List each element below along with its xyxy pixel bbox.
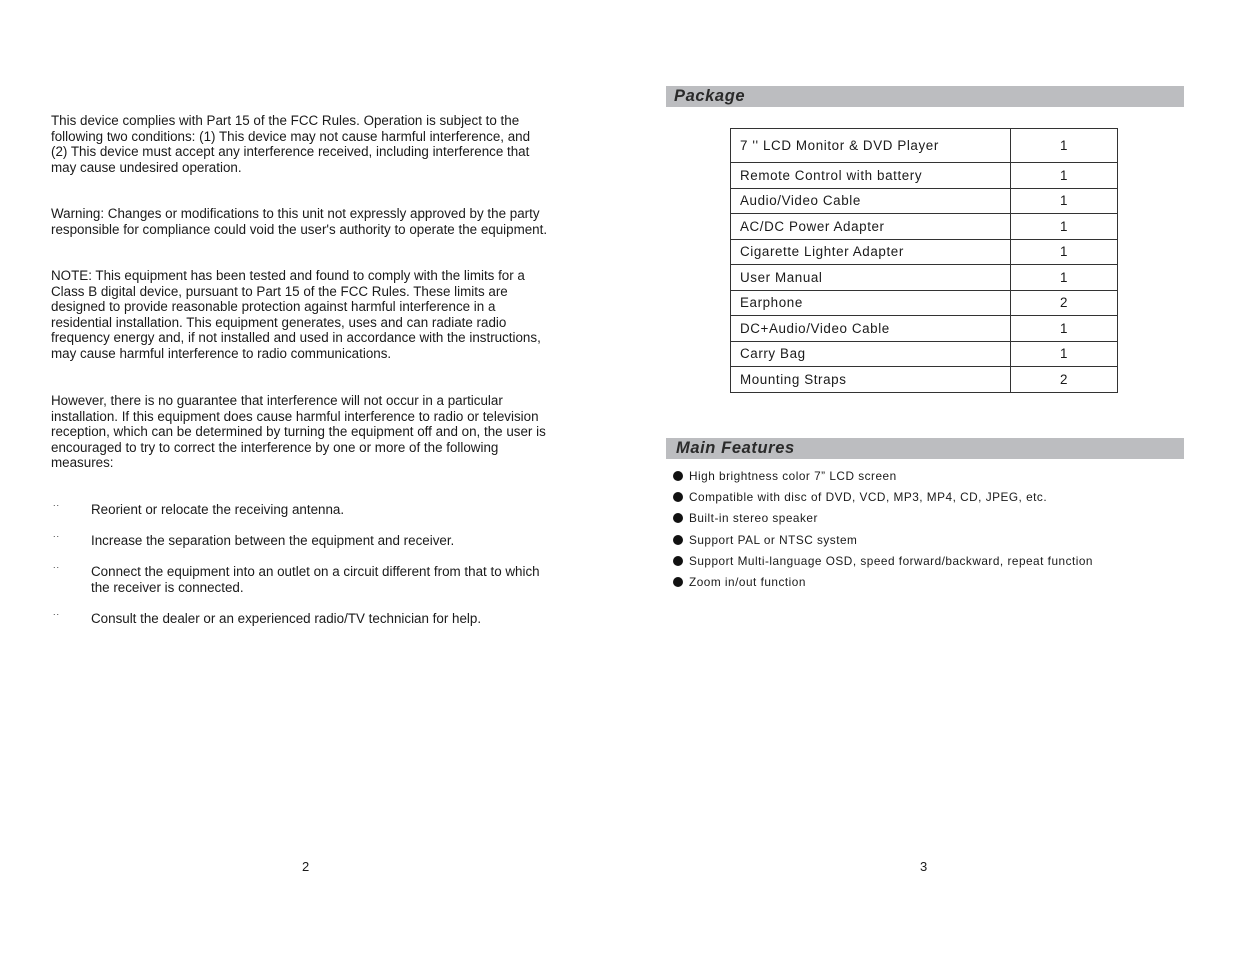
package-item-name: User Manual <box>731 265 1011 291</box>
bullet-dot-icon <box>673 577 683 587</box>
fcc-compliance-paragraph: This device complies with Part 15 of the FCC Rules. Operation is subject to the following two conditions: (1) This device may not cause harmful interference, and (2) This device must accept any interference received, including interference that may cause undesired operation. <box>51 113 531 175</box>
list-item <box>673 489 1093 510</box>
bullet-dot-icon <box>673 513 683 523</box>
measure-text: Connect the equipment into an outlet on a circuit different from that to which the receiver is connected. <box>91 564 540 595</box>
bullet-icon: .. <box>53 498 61 508</box>
package-item-name: DC+Audio/Video Cable <box>731 316 1011 342</box>
package-title: Package <box>674 87 746 105</box>
table-row <box>731 239 1118 265</box>
list-item <box>673 574 1093 595</box>
package-table <box>730 128 1118 393</box>
table-row <box>731 290 1118 316</box>
table-row <box>731 367 1118 393</box>
measure-text: Consult the dealer or an experienced radio/TV technician for help. <box>91 611 482 626</box>
bullet-dot-icon <box>673 471 683 481</box>
package-item-qty: 1 <box>1011 188 1118 214</box>
table-row <box>731 163 1118 189</box>
package-item-qty: 2 <box>1011 290 1118 316</box>
left-page <box>0 0 617 954</box>
list-item <box>673 532 1093 553</box>
bullet-icon: .. <box>53 607 61 617</box>
feature-text: Built-in stereo speaker <box>689 511 818 526</box>
bullet-icon: .. <box>53 529 61 539</box>
package-item-qty: 1 <box>1011 163 1118 189</box>
feature-text: Support Multi-language OSD, speed forward/backward, repeat function <box>689 553 1093 568</box>
measure-text: Increase the separation between the equipment and receiver. <box>91 533 455 548</box>
main-features-header <box>666 438 1184 459</box>
page-number: 3 <box>920 859 928 874</box>
feature-text: Zoom in/out function <box>689 574 806 589</box>
table-row <box>731 341 1118 367</box>
list-item <box>673 510 1093 531</box>
package-item-name: Mounting Straps <box>731 367 1011 393</box>
table-row <box>731 316 1118 342</box>
bullet-dot-icon <box>673 535 683 545</box>
package-item-qty: 1 <box>1011 239 1118 265</box>
table-row <box>731 188 1118 214</box>
note-paragraph: NOTE: This equipment has been tested and found to comply with the limits for a Class B digital device, pursuant to Part 15 of the FCC Rules. These limits are designed to provide reasonable protection against harmful interference in a residential installation. This equipment generates, uses and can radiate radio frequency energy and, if not installed and used in accordance with the instructions, may cause harmful interference to radio communications. <box>51 268 541 361</box>
package-item-name: Cigarette Lighter Adapter <box>731 239 1011 265</box>
main-features-title: Main Features <box>676 439 795 457</box>
package-item-name: Remote Control with battery <box>731 163 1011 189</box>
package-item-name: Carry Bag <box>731 341 1011 367</box>
bullet-dot-icon <box>673 556 683 566</box>
package-item-qty: 1 <box>1011 341 1118 367</box>
feature-text: Compatible with disc of DVD, VCD, MP3, MP4, CD, JPEG, etc. <box>689 490 1048 505</box>
package-item-name: 7 '' LCD Monitor & DVD Player <box>731 129 1011 163</box>
package-item-qty: 1 <box>1011 129 1118 163</box>
right-page <box>617 0 1235 954</box>
guarantee-paragraph: However, there is no guarantee that interference will not occur in a particular installation. If this equipment does cause harmful interference to radio or television reception, which can be determined by turning the equipment off and on, the user is encouraged to try to correct the interference by one or more of the following measures: <box>51 393 546 470</box>
package-item-qty: 1 <box>1011 265 1118 291</box>
list-item <box>673 468 1093 489</box>
package-header <box>666 86 1184 107</box>
table-row <box>731 214 1118 240</box>
measure-text: Reorient or relocate the receiving antenna. <box>91 502 345 517</box>
package-item-qty: 1 <box>1011 214 1118 240</box>
bullet-dot-icon <box>673 492 683 502</box>
bullet-icon: .. <box>53 560 61 570</box>
page-number: 2 <box>302 859 310 874</box>
feature-text: High brightness color 7” LCD screen <box>689 469 897 483</box>
warning-paragraph: Warning: Changes or modifications to this unit not expressly approved by the party responsible for compliance could void the user's authority to operate the equipment. <box>51 206 548 237</box>
package-item-qty: 1 <box>1011 316 1118 342</box>
package-item-name: Audio/Video Cable <box>731 188 1011 214</box>
package-item-name: AC/DC Power Adapter <box>731 214 1011 240</box>
list-item <box>673 553 1093 574</box>
package-item-qty: 2 <box>1011 367 1118 393</box>
table-row <box>731 265 1118 291</box>
package-item-name: Earphone <box>731 290 1011 316</box>
features-list <box>673 468 1093 595</box>
feature-text: Support PAL or NTSC system <box>689 532 858 547</box>
table-row <box>731 129 1118 163</box>
